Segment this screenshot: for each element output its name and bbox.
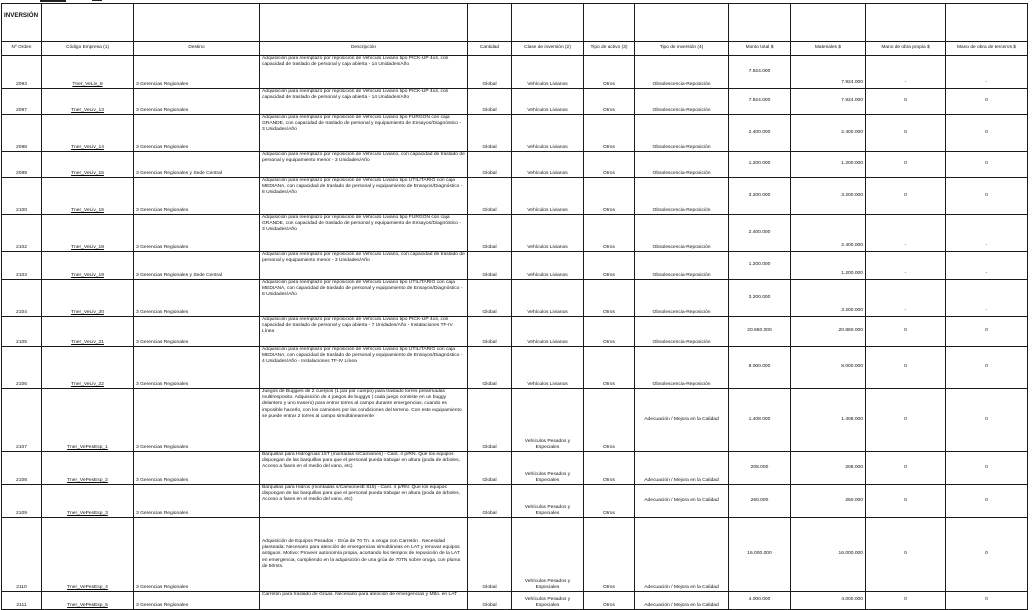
cell-monto: 20.860.000: [729, 317, 791, 347]
cell-clase: Vehículos Livianos: [512, 56, 584, 89]
table-row: [2, 347, 1028, 389]
cell-mano-terceros: -: [946, 56, 1028, 89]
cell-monto: 1.200.000: [729, 152, 791, 178]
cell-mano-terceros: 0: [946, 518, 1028, 592]
cell-descripcion: Adquisición para reemplazo por reposición de Vehículo Liviano tipo PICK-UP 4x4, con capacidad de traslado de personal y caja abierta - 14 Unidades/Año: [260, 56, 468, 89]
banner-title: INVERSIÓN: [2, 4, 42, 42]
cell-clase: Vehículos Pesados y Especiales: [512, 518, 584, 592]
cell-cantidad: Global: [468, 347, 512, 389]
cell-destino: 3 Gerencias Regionales y Sede Central: [134, 152, 260, 178]
table-row: [2, 178, 1028, 215]
cell-materiales: 208.000: [791, 452, 866, 485]
cell-tipo-activo: Otros: [584, 115, 635, 152]
cell-descripcion: Adquisición para reemplazo por reposición de Vehículo Liviano, con capacidad de traslado de personal y equipamiento menor - 3 Unidades/Año: [260, 152, 468, 178]
cell-mano-terceros: 0: [946, 317, 1028, 347]
banner-cell: [468, 4, 512, 42]
cell-clase: Vehículos Livianos: [512, 317, 584, 347]
cell-codigo: Tner_VeLiv_22: [42, 347, 134, 389]
cell-clase: Vehículos Livianos: [512, 280, 584, 317]
table-row: [2, 485, 1028, 518]
cell-descripcion: Carretón para traslado de Grúas. Necesario para atención de emergencias y Mtto. en LAT: [260, 592, 468, 610]
cell-clase: Vehículos Pesados y Especiales: [512, 592, 584, 610]
cell-mano-propia: 0: [866, 592, 946, 610]
cell-orden: 2110: [2, 518, 42, 592]
cell-orden: 2100: [2, 178, 42, 215]
cell-mano-propia: -: [866, 280, 946, 317]
cell-destino: 3 Gerencias Regionales: [134, 592, 260, 610]
table-row: [2, 89, 1028, 115]
cell-tipo-inversion: Obsolescencia-Reposición: [635, 347, 729, 389]
cell-monto: 7.924.000: [729, 89, 791, 115]
cell-tipo-activo: Otros: [584, 317, 635, 347]
header-tipo-activo: Tipo de activo (3): [584, 42, 635, 56]
header-codigo: Código Empresa (1): [42, 42, 134, 56]
cell-mano-terceros: 0: [946, 152, 1028, 178]
banner-cell: [42, 4, 134, 42]
cell-orden: 2105: [2, 317, 42, 347]
cell-materiales: 2.400.000: [791, 115, 866, 152]
banner-cell: [866, 4, 946, 42]
cell-tipo-inversion: Obsolescencia-Reposición: [635, 178, 729, 215]
cell-tipo-activo: Otros: [584, 56, 635, 89]
cell-clase: Vehículos Livianos: [512, 115, 584, 152]
cell-cantidad: Global: [468, 452, 512, 485]
header-tipo-inversion: Tipo de inversión (4): [635, 42, 729, 56]
cell-destino: 3 Gerencias Regionales: [134, 280, 260, 317]
cell-tipo-inversion: Adecuación / Mejora en la Calidad: [635, 452, 729, 485]
cell-mano-propia: 0: [866, 485, 946, 518]
cell-cantidad: Global: [468, 317, 512, 347]
cell-codigo: Tner_VeLiv_18: [42, 215, 134, 252]
cell-mano-propia: 0: [866, 347, 946, 389]
cell-codigo: Tner_VeLiv_14: [42, 115, 134, 152]
cell-clase: Vehículos Pesados y Especiales: [512, 452, 584, 485]
cell-mano-propia: 0: [866, 89, 946, 115]
cell-orden: 2098: [2, 115, 42, 152]
cell-descripcion: Adquisición para reemplazo por reposición de Vehículo Liviano tipo UTILITARIO con caja MEDIANA, con capacidad de traslado de personal y equipamiento de Ensayos/Diagnóstico - 8 Unidades/Año: [260, 178, 468, 215]
cell-codigo: Tner_VeLiv_9: [42, 56, 134, 89]
banner-cell: [512, 4, 584, 42]
cell-materiales: 260.000: [791, 485, 866, 518]
cell-monto: 16.000.000: [729, 518, 791, 592]
cell-codigo: Tner_VePesEsp_3: [42, 485, 134, 518]
cell-mano-terceros: 0: [946, 89, 1028, 115]
cell-codigo: Tner_VeLiv_15: [42, 152, 134, 178]
header-mano-propia: Mano de obra propia $: [866, 42, 946, 56]
cell-descripcion: Adquisición para reemplazo por reposición de Vehículo Liviano tipo UTILITARIO con caja MEDIANA, con capacidad de traslado de personal y equipamiento de Ensayos/Diagnóstico - 8 Unidades/Año: [260, 280, 468, 317]
cell-destino: 3 Gerencias Regionales: [134, 56, 260, 89]
cell-orden: 2093: [2, 56, 42, 89]
cell-destino: 3 Gerencias Regionales y Sede Central: [134, 252, 260, 280]
cell-mano-terceros: -: [946, 252, 1028, 280]
cell-orden: 2102: [2, 215, 42, 252]
cell-codigo: Tner_VePesEsp_4: [42, 518, 134, 592]
cell-cantidad: Global: [468, 152, 512, 178]
cell-monto: 208.000: [729, 452, 791, 485]
cell-materiales: 3.200.000: [791, 280, 866, 317]
cell-descripcion: Adquisición para reemplazo por reposición de Vehículo Liviano tipo PICK-UP 4x4, con capacidad de traslado de personal y caja abierta - 14 Unidades/Año: [260, 89, 468, 115]
banner-cell: [635, 4, 729, 42]
cell-materiales: 8.000.000: [791, 347, 866, 389]
cell-tipo-activo: Otros: [584, 485, 635, 518]
cell-codigo: Tner_VePesEsp_1: [42, 389, 134, 452]
cell-monto: 2.400.000: [729, 215, 791, 252]
cell-mano-propia: 0: [866, 518, 946, 592]
header-orden: Nº Orden: [2, 42, 42, 56]
cell-materiales: 1.408.000: [791, 389, 866, 452]
scan-mark: [40, 0, 66, 2]
cell-monto: 7.924.000: [729, 56, 791, 89]
cell-tipo-inversion: Adecuación / Mejora en la Calidad: [635, 592, 729, 610]
cell-codigo: Tner_VePesEsp_5: [42, 592, 134, 610]
header-row: [2, 42, 1028, 56]
cell-cantidad: Global: [468, 115, 512, 152]
cell-orden: 2103: [2, 252, 42, 280]
cell-clase: Vehículos Livianos: [512, 347, 584, 389]
cell-mano-terceros: 0: [946, 452, 1028, 485]
table-row: [2, 56, 1028, 89]
cell-codigo: Tner_VePesEsp_2: [42, 452, 134, 485]
cell-mano-terceros: 0: [946, 389, 1028, 452]
cell-descripcion: Adquisición de Equipos Pesados - Grúa de 70 Tn. a oruga con Carretón . Necesidad planteada: Necesario para atención de emergencias simultáneas en LAT y renovar equipos antiguos. Motivo: Proveer autonomía propia, acortando los tiempos de reposición de la LAT en emergencia, cumpliendo en la adquisición de una grúa de 70TN sobre oruga, con pluma de 50mts.: [260, 518, 468, 592]
cell-cantidad: Global: [468, 89, 512, 115]
cell-clase: Vehículos Livianos: [512, 152, 584, 178]
cell-codigo: Tner_VeLiv_16: [42, 178, 134, 215]
cell-monto: 260.000: [729, 485, 791, 518]
cell-monto: 3.200.000: [729, 178, 791, 215]
header-clase: Clase de inversión (2): [512, 42, 584, 56]
cell-destino: 3 Gerencias Regionales: [134, 485, 260, 518]
cell-orden: 2104: [2, 280, 42, 317]
cell-descripcion: Adquisición para reemplazo por reposición de Vehículo Liviano, con capacidad de traslado de personal y equipamiento menor - 3 Unidades/Año: [260, 252, 468, 280]
cell-cantidad: Global: [468, 592, 512, 610]
cell-destino: 3 Gerencias Regionales: [134, 115, 260, 152]
cell-destino: 3 Gerencias Regionales: [134, 452, 260, 485]
cell-mano-terceros: 0: [946, 592, 1028, 610]
cell-tipo-activo: Otros: [584, 347, 635, 389]
cell-mano-propia: 0: [866, 115, 946, 152]
cell-mano-propia: 0: [866, 317, 946, 347]
cell-tipo-inversion: Adecuación / Mejora en la Calidad: [635, 485, 729, 518]
cell-tipo-activo: Otros: [584, 178, 635, 215]
cell-orden: 2097: [2, 89, 42, 115]
cell-mano-propia: 0: [866, 152, 946, 178]
banner-cell: [791, 4, 866, 42]
cell-descripcion: Barquillas para Hidros (montadas s/CamionesE 815) - Cant. 4 p/RN. Que los equipos dispongan de las barquillas para que el personal pueda trabajar en altura (poda de árboles, Acceso a fases en el medio del vano, etc): [260, 485, 468, 518]
cell-monto: 4.000.000: [729, 592, 791, 610]
cell-mano-propia: -: [866, 215, 946, 252]
header-descripcion: Descripción: [260, 42, 468, 56]
header-materiales: Materiales $: [791, 42, 866, 56]
cell-tipo-inversion: Adecuación / Mejora en la Calidad: [635, 518, 729, 592]
cell-destino: 3 Gerencias Regionales: [134, 389, 260, 452]
cell-descripcion: Adquisición para reemplazo por reposición de Vehículo Liviano tipo FURGÓN con caja GRANDE, con capacidad de traslado de personal y equipamiento de Ensayos/Diagnóstico - 3 Unidades/Año: [260, 115, 468, 152]
cell-materiales: 1.200.000: [791, 252, 866, 280]
cell-clase: Vehículos Livianos: [512, 89, 584, 115]
header-destino: Destino: [134, 42, 260, 56]
cell-materiales: 20.860.000: [791, 317, 866, 347]
cell-cantidad: Global: [468, 485, 512, 518]
cell-tipo-activo: Otros: [584, 280, 635, 317]
banner-cell: [584, 4, 635, 42]
header-mano-terceros: Mano de obra de terceros $: [946, 42, 1028, 56]
cell-mano-propia: 0: [866, 452, 946, 485]
cell-destino: 3 Gerencias Regionales: [134, 518, 260, 592]
table-row: [2, 115, 1028, 152]
cell-clase: Vehículos Livianos: [512, 252, 584, 280]
cell-mano-terceros: 0: [946, 347, 1028, 389]
cell-materiales: 3.200.000: [791, 178, 866, 215]
cell-tipo-inversion: Obsolescencia-Reposición: [635, 152, 729, 178]
cell-cantidad: Global: [468, 518, 512, 592]
cell-mano-terceros: 0: [946, 115, 1028, 152]
cell-orden: 2106: [2, 347, 42, 389]
header-cantidad: Cantidad: [468, 42, 512, 56]
cell-clase: Vehículos Livianos: [512, 178, 584, 215]
cell-tipo-inversion: Obsolescencia-Reposición: [635, 56, 729, 89]
cell-mano-propia: 0: [866, 178, 946, 215]
cell-descripcion: Adquisición para reemplazo por reposición de Vehículo Liviano tipo FURGÓN con caja GRANDE, con capacidad de traslado de personal y equipamiento de Ensayos/Diagnóstico - 3 Unidades/Año: [260, 215, 468, 252]
banner-cell: [134, 4, 260, 42]
cell-materiales: 2.400.000: [791, 215, 866, 252]
cell-materiales: 7.924.000: [791, 89, 866, 115]
cell-tipo-activo: Otros: [584, 215, 635, 252]
cell-tipo-activo: Otros: [584, 252, 635, 280]
cell-tipo-activo: Otros: [584, 592, 635, 610]
cell-tipo-inversion: Adecuación / Mejora en la Calidad: [635, 389, 729, 452]
cell-tipo-activo: Otros: [584, 518, 635, 592]
cell-mano-propia: -: [866, 252, 946, 280]
banner-row: [2, 4, 1028, 42]
cell-clase: Vehículos Pesados y Especiales: [512, 485, 584, 518]
cell-mano-terceros: 0: [946, 485, 1028, 518]
banner-cell: [946, 4, 1028, 42]
cell-destino: 3 Gerencias Regionales: [134, 347, 260, 389]
table-row: [2, 152, 1028, 178]
cell-monto: 1.408.000: [729, 389, 791, 452]
banner-cell: [729, 4, 791, 42]
cell-mano-propia: 0: [866, 389, 946, 452]
table-row: [2, 280, 1028, 317]
cell-descripcion: Adquisición para reemplazo por reposición de Vehículo Liviano tipo PICK-UP 4x4, con capacidad de traslado de personal y caja abierta - 7 Unidades/Año - Instalaciones TF-IV Línea: [260, 317, 468, 347]
cell-tipo-activo: Otros: [584, 452, 635, 485]
cell-destino: 3 Gerencias Regionales: [134, 317, 260, 347]
table-row: [2, 518, 1028, 592]
cell-tipo-inversion: Obsolescencia-Reposición: [635, 115, 729, 152]
cell-cantidad: Global: [468, 389, 512, 452]
cell-destino: 3 Gerencias Regionales: [134, 178, 260, 215]
cell-mano-terceros: -: [946, 280, 1028, 317]
table-row: [2, 452, 1028, 485]
cell-descripcion: Barquillas para Hidrogrúas 15T (montadas s/Camiones) - Cant. 4 p/RN. Que los equipos dispongan de las barquillas para que el personal pueda trabajar en altura (poda de árboles, Acceso a fases en el medio del vano, etc): [260, 452, 468, 485]
cell-codigo: Tner_VeLiv_21: [42, 317, 134, 347]
cell-materiales: 7.924.000: [791, 56, 866, 89]
cell-tipo-activo: Otros: [584, 152, 635, 178]
cell-orden: 2108: [2, 452, 42, 485]
cell-tipo-inversion: Obsolescencia-Reposición: [635, 252, 729, 280]
banner-cell: [260, 4, 468, 42]
cell-materiales: 4.000.000: [791, 592, 866, 610]
cell-cantidad: Global: [468, 215, 512, 252]
cell-monto: 2.400.000: [729, 115, 791, 152]
cell-materiales: 1.200.000: [791, 152, 866, 178]
table-row: [2, 592, 1028, 610]
cell-tipo-inversion: Obsolescencia-Reposición: [635, 89, 729, 115]
cell-cantidad: Global: [468, 252, 512, 280]
cell-monto: 3.200.000: [729, 280, 791, 317]
cell-orden: 2111: [2, 592, 42, 610]
cell-orden: 2107: [2, 389, 42, 452]
table-row: [2, 252, 1028, 280]
cell-cantidad: Global: [468, 178, 512, 215]
cell-descripcion: Juegos de Buggies de 2 cuerpos (1 par por cuerpo) para traslado torres prearmadas multiresposito. Adquisición de 4 juegos de buggys ( cada juego consiste en un buggy delantero y uno trasero) para entrar torres al campo durante emergencias, cuando es imposible hacerlo, con los camiones por las condiciones del terreno. Con este equipamiento se puede entrar 2 torres al campo simultáneamente: [260, 389, 468, 452]
cell-clase: Vehículos Livianos: [512, 215, 584, 252]
cell-orden: 2099: [2, 152, 42, 178]
cell-descripcion: Adquisición para reemplazo por reposición de Vehículo Liviano tipo UTILITARIO con caja MEDIANA, con capacidad de traslado de personal y equipamiento de Ensayos/Diagnóstico - 4 Unidades/Año - Instalaciones TF-IV Línea: [260, 347, 468, 389]
cell-monto: 1.200.000: [729, 252, 791, 280]
cell-tipo-activo: Otros: [584, 389, 635, 452]
cell-mano-terceros: 0: [946, 178, 1028, 215]
table-row: [2, 389, 1028, 452]
cell-tipo-inversion: Obsolescencia-Reposición: [635, 317, 729, 347]
investment-table: [1, 3, 1028, 610]
cell-monto: 8.000.000: [729, 347, 791, 389]
cell-materiales: 16.000.000: [791, 518, 866, 592]
cell-tipo-inversion: Obsolescencia-Reposición: [635, 215, 729, 252]
cell-mano-terceros: -: [946, 215, 1028, 252]
cell-tipo-activo: Otros: [584, 89, 635, 115]
cell-destino: 3 Gerencias Regionales: [134, 89, 260, 115]
cell-cantidad: Global: [468, 280, 512, 317]
cell-destino: 3 Gerencias Regionales: [134, 215, 260, 252]
scan-mark: [92, 0, 102, 1]
table-row: [2, 317, 1028, 347]
cell-orden: 2109: [2, 485, 42, 518]
cell-codigo: Tner_VeLiv_20: [42, 280, 134, 317]
cell-codigo: Tner_VeLiv_13: [42, 89, 134, 115]
cell-codigo: Tner_VeLiv_19: [42, 252, 134, 280]
cell-clase: Vehículos Pesados y Especiales: [512, 389, 584, 452]
header-monto: Monto total $: [729, 42, 791, 56]
cell-mano-propia: -: [866, 56, 946, 89]
cell-tipo-inversion: Obsolescencia-Reposición: [635, 280, 729, 317]
cell-cantidad: Global: [468, 56, 512, 89]
table-row: [2, 215, 1028, 252]
